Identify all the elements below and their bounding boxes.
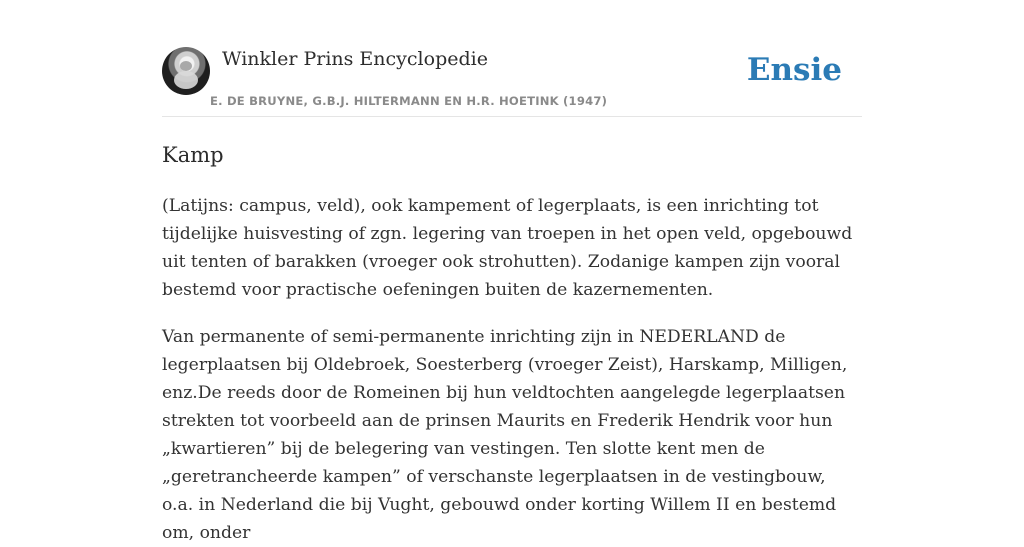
article-paragraph-2: Van permanente of semi-permanente inrichting zijn in NEDERLAND de legerplaatsen bij Oldebroek, Soesterberg (vroeger Zeist), Harskamp, Milligen, enz.De reeds door de Romeinen bij hun veldtochten aangelegde legerplaatsen strekten tot voorbeeld aan de prinsen Maurits en Frederik Hendrik voor hun „kwartieren” bij de belegering van vestingen. Ten slotte kent men de „geretrancheerde kampen” of verschanste legerplaatsen in de vestingbouw, o.a. in Nederland die bij Vught, gebouwd onder korting Willem II en bestemd om, onder	[162, 327, 848, 543]
author-avatar[interactable]	[162, 47, 210, 95]
article-title: Kamp	[162, 143, 224, 167]
authors-byline: E. DE BRUYNE, G.B.J. HILTERMANN EN H.R. HOETINK (1947)	[210, 94, 608, 108]
ensie-logo-link[interactable]: Ensie	[746, 52, 842, 88]
page-container	[162, 0, 862, 543]
site-title[interactable]: Winkler Prins Encyclopedie	[222, 48, 488, 70]
article-paragraph-1: (Latijns: campus, veld), ook kampement of legerplaats, is een inrichting tot tijdelijke huisvesting of zgn. legering van troepen in het open veld, opgebouwd uit tenten of barakken (vroeger ook strohutten). Zodanige kampen zijn vooral bestemd voor practische oefeningen buiten de kazernementen.	[162, 196, 853, 300]
site-header	[162, 0, 862, 117]
